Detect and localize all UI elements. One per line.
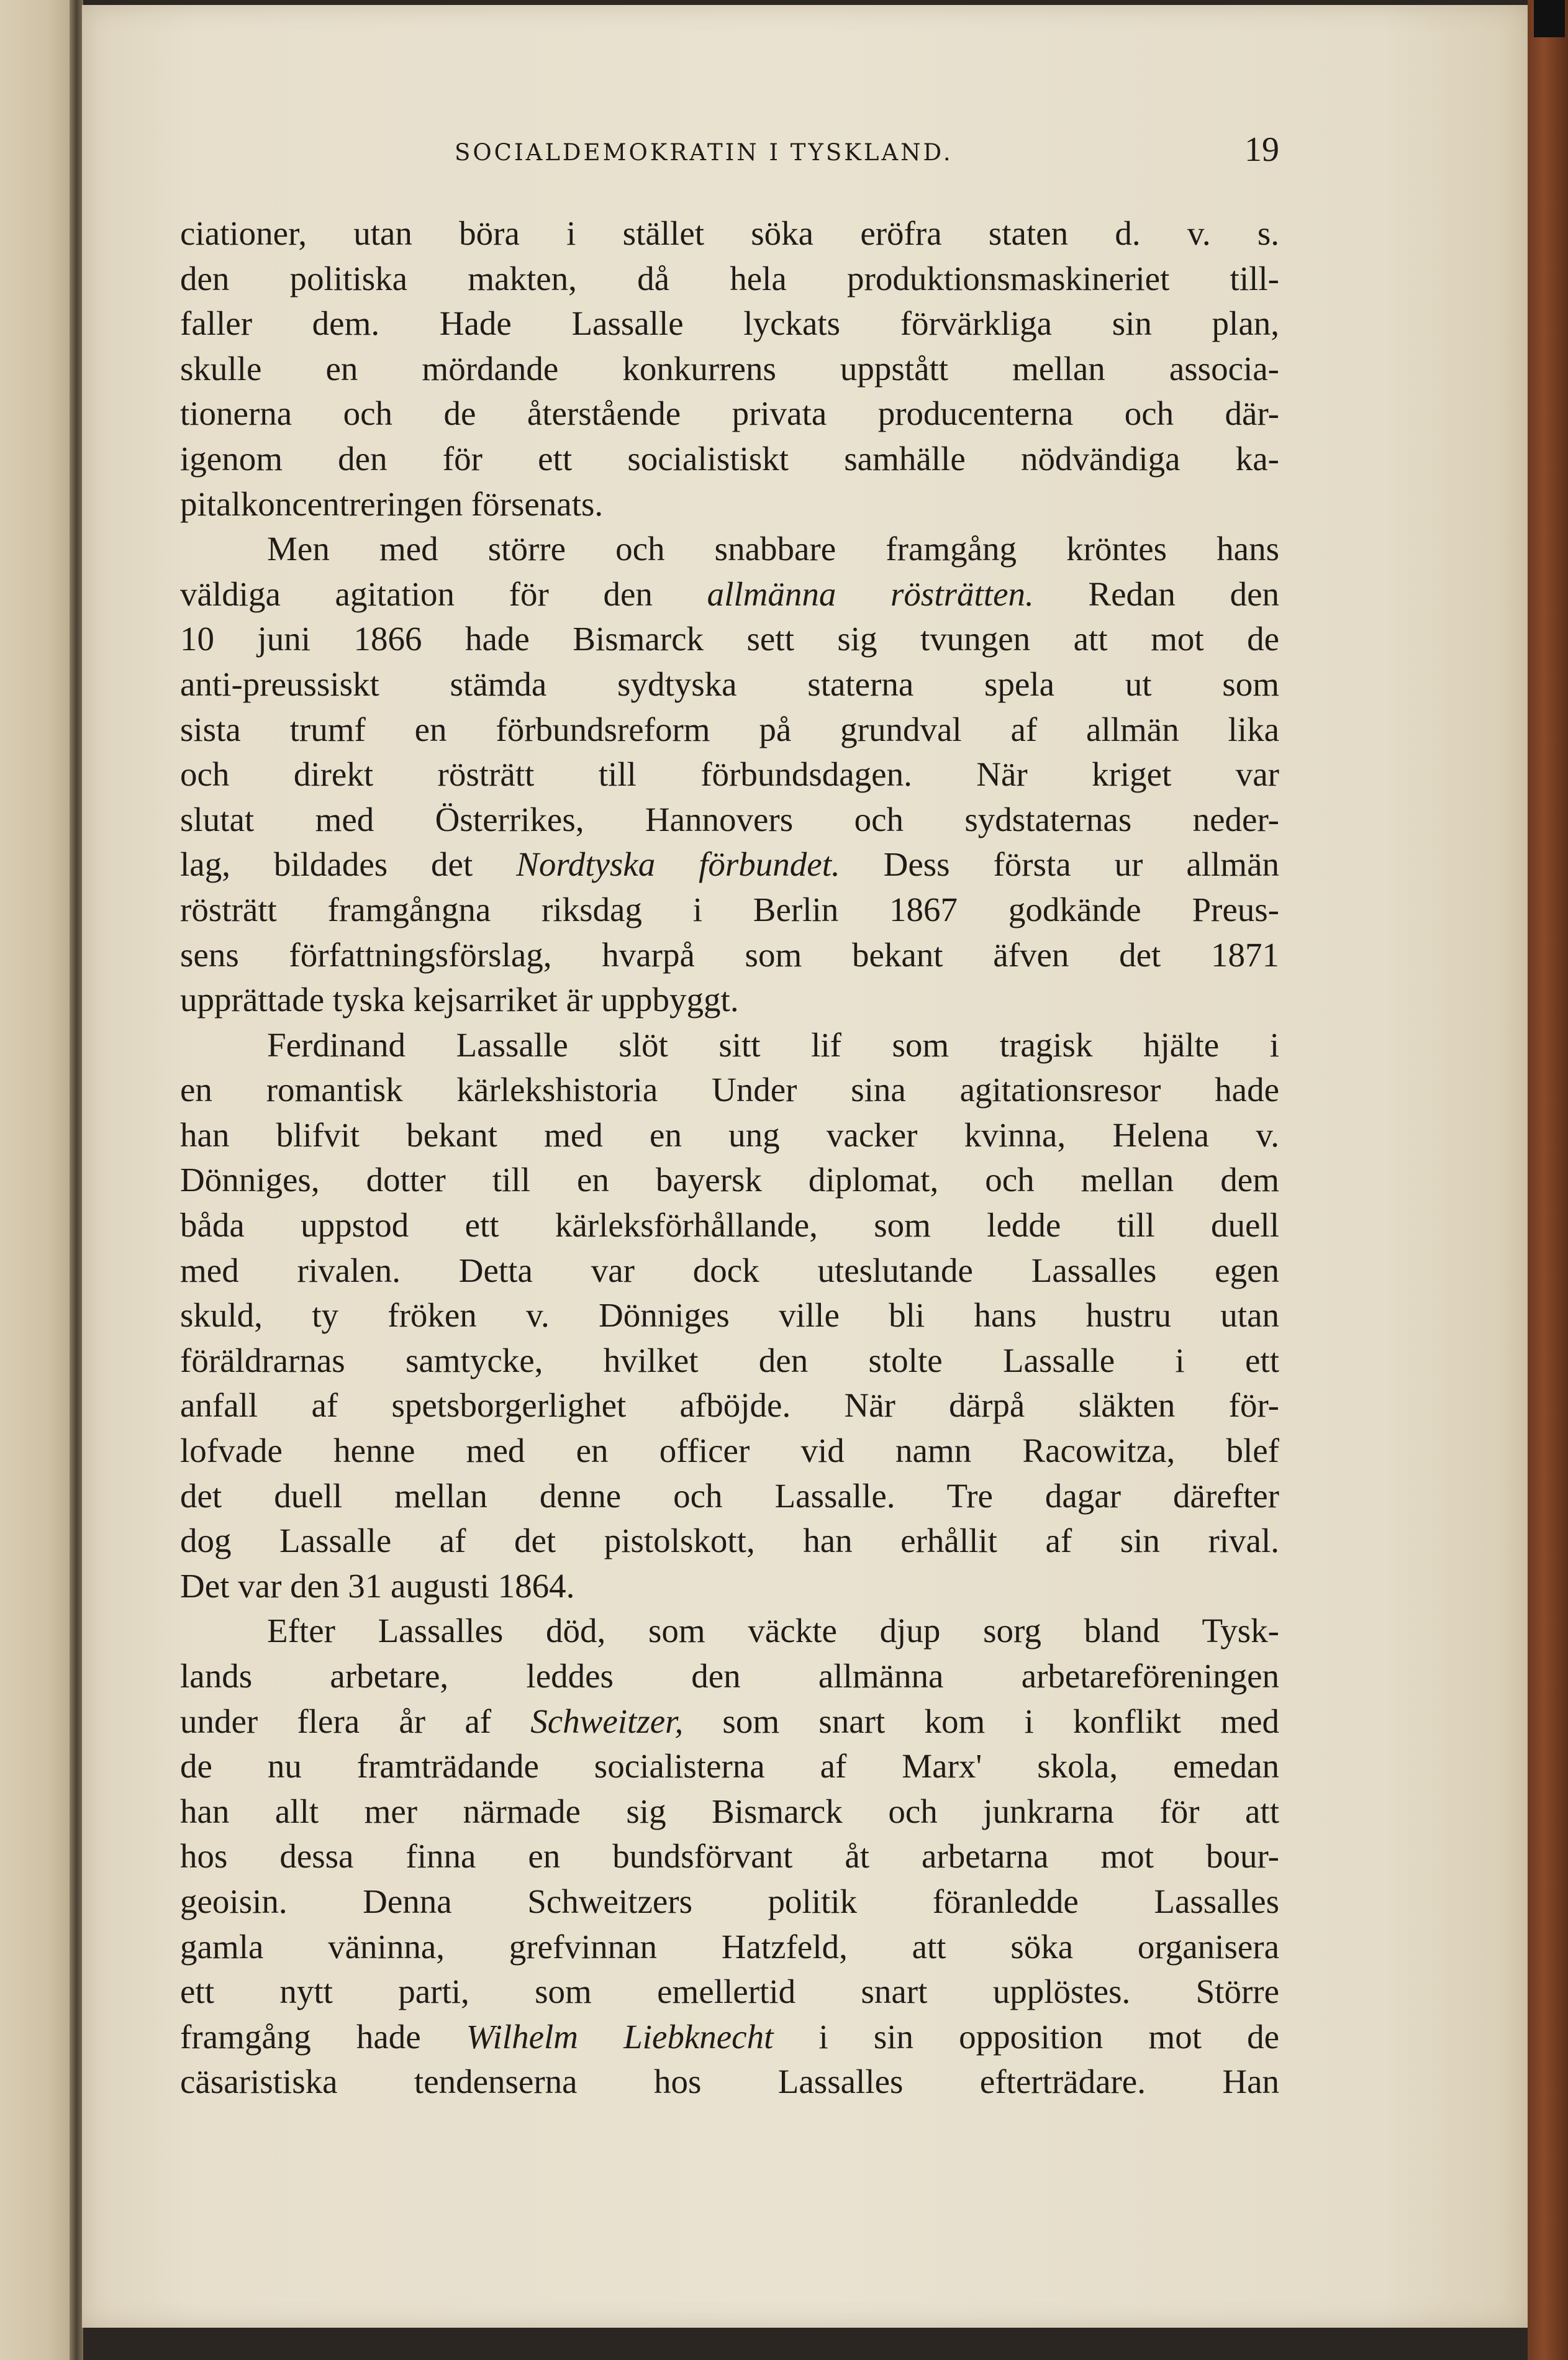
- text-line: Ferdinand Lassalle slöt sitt lif som tragisk hjälte i: [267, 1025, 1279, 1064]
- facing-page-edge: [0, 0, 78, 2360]
- text-line: upprättade tyska kejsarriket är uppbyggt.: [180, 981, 739, 1019]
- italic-phrase: Schweitzer,: [530, 1702, 684, 1740]
- scan-background-corner: [1534, 0, 1565, 37]
- italic-phrase: Wilhelm Liebknecht: [466, 2017, 774, 2056]
- text-line: sista trumf en förbundsreform på grundval af allmän lika: [180, 710, 1279, 748]
- text-line: med rivalen. Detta var dock uteslutande Lassalles egen: [180, 1251, 1279, 1289]
- text-line: den politiska makten, då hela produktionsmaskineriet till-: [180, 259, 1279, 297]
- italic-phrase: Nordtyska förbundet.: [516, 845, 840, 884]
- book-cover-edge: [1528, 0, 1568, 2360]
- text-line: framgång hade Wilhelm Liebknecht i sin opposition mot de: [180, 2017, 1279, 2056]
- page-number: 19: [1244, 130, 1279, 169]
- text-line: väldiga agitation för den allmänna rösträtten. Redan den: [180, 574, 1279, 613]
- text-line: Men med större och snabbare framgång kröntes hans: [267, 530, 1279, 568]
- text-line: ett nytt parti, som emellertid snart upplöstes. Större: [180, 1972, 1279, 2011]
- text-line: han blifvit bekant med en ung vacker kvinna, Helena v.: [180, 1115, 1279, 1154]
- text-line: en romantisk kärlekshistoria Under sina agitationsresor hade: [180, 1071, 1279, 1109]
- text-line: geoisin. Denna Schweitzers politik föranledde Lassalles: [180, 1882, 1279, 1920]
- text-line: under flera år af Schweitzer, som snart kom i konflikt med: [180, 1702, 1279, 1740]
- text-line: han allt mer närmade sig Bismarck och junkrarna för att: [180, 1792, 1279, 1830]
- text-line: 10 juni 1866 hade Bismarck sett sig tvungen att mot de: [180, 620, 1279, 658]
- text-line: dog Lassalle af det pistolskott, han erhållit af sin rival.: [180, 1522, 1279, 1560]
- text-line: det duell mellan denne och Lassalle. Tre dagar därefter: [180, 1476, 1279, 1515]
- text-line: Efter Lassalles död, som väckte djup sorg bland Tysk-: [267, 1612, 1279, 1650]
- running-head: SOCIALDEMOKRATIN I TYSKLAND.: [455, 139, 953, 166]
- text-line: anfall af spetsborgerlighet afböjde. När därpå släkten för-: [180, 1386, 1279, 1425]
- text-line: Dönniges, dotter till en bayersk diplomat, och mellan dem: [180, 1161, 1279, 1199]
- text-line: båda uppstod ett kärleksförhållande, som ledde till duell: [180, 1206, 1279, 1245]
- book-gutter: [70, 0, 83, 2360]
- text-line: skuld, ty fröken v. Dönniges ville bli hans hustru utan: [180, 1296, 1279, 1335]
- text-line: cäsaristiska tendenserna hos Lassalles efterträdare. Han: [180, 2063, 1279, 2101]
- text-line: skulle en mördande konkurrens uppstått mellan associa-: [180, 349, 1279, 388]
- text-line: tionerna och de återstående privata producenterna och där-: [180, 394, 1279, 433]
- text-line: föräldrarnas samtycke, hvilket den stolte Lassalle i ett: [180, 1341, 1279, 1379]
- text-line: Det var den 31 augusti 1864.: [180, 1566, 575, 1605]
- text-line: faller dem. Hade Lassalle lyckats förvärkliga sin plan,: [180, 304, 1279, 343]
- text-line: igenom den för ett socialistiskt samhälle nödvändiga ka-: [180, 439, 1279, 478]
- text-line: rösträtt framgångna riksdag i Berlin 1867 godkände Preus-: [180, 890, 1279, 928]
- text-line: lag, bildades det Nordtyska förbundet. Dess första ur allmän: [180, 845, 1279, 884]
- text-line: lands arbetare, leddes den allmänna arbetareföreningen: [180, 1657, 1279, 1695]
- text-line: anti-preussiskt stämda sydtyska staterna spela ut som: [180, 665, 1279, 703]
- text-line: lofvade henne med en officer vid namn Racowitza, blef: [180, 1432, 1279, 1470]
- body-text: [180, 211, 1279, 2105]
- text-line: de nu framträdande socialisterna af Marx' skola, emedan: [180, 1747, 1279, 1786]
- text-line: pitalkoncentreringen försenats.: [180, 484, 604, 523]
- text-line: gamla väninna, grefvinnan Hatzfeld, att söka organisera: [180, 1927, 1279, 1966]
- text-line: hos dessa finna en bundsförvant åt arbetarna mot bour-: [180, 1837, 1279, 1876]
- text-line: och direkt rösträtt till förbundsdagen. När kriget var: [180, 755, 1279, 794]
- italic-phrase: allmänna rösträtten.: [707, 574, 1034, 613]
- text-line: sens författningsförslag, hvarpå som bekant äfven det 1871: [180, 935, 1279, 974]
- text-line: ciationer, utan böra i stället söka eröfra staten d. v. s.: [180, 214, 1279, 252]
- text-line: slutat med Österrikes, Hannovers och sydstaternas neder-: [180, 800, 1279, 838]
